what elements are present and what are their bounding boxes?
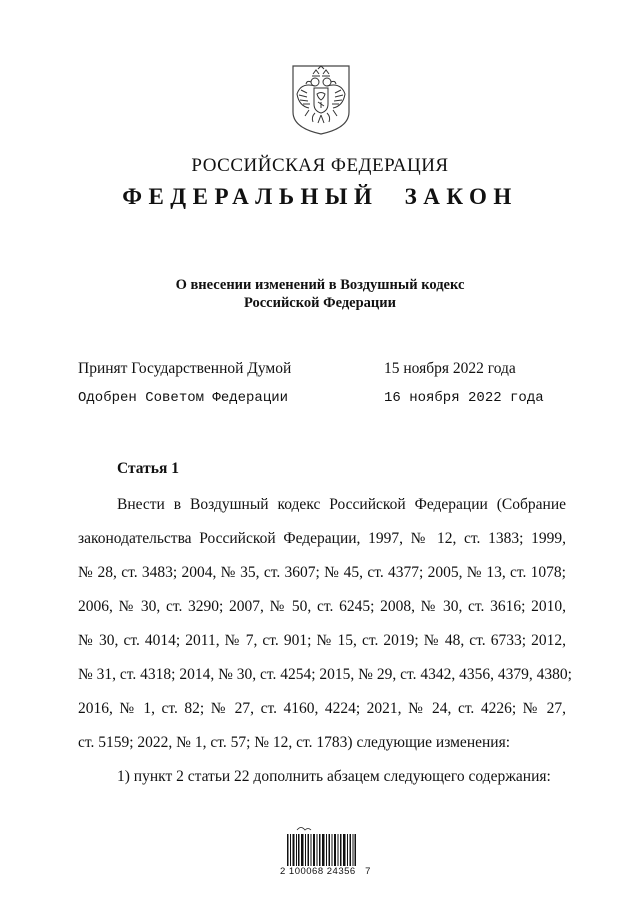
article-text-line: 2006, № 30, ст. 3290; 2007, № 50, ст. 6245; 2008, № 30, ст. 3616; 2010,	[78, 598, 566, 615]
article-heading: Статья 1	[117, 460, 179, 477]
article-text-line: № 31, ст. 4318; 2014, № 30, ст. 4254; 2015, № 29, ст. 4342, 4356, 4379, 4380;	[78, 666, 572, 683]
adoption-duma-date: 15 ноября 2022 года	[384, 360, 516, 377]
article-text-line: № 28, ст. 3483; 2004, № 35, ст. 3607; № 45, ст. 4377; 2005, № 13, ст. 1078;	[78, 564, 566, 581]
article-text-line: законодательства Российской Федерации, 1997, № 12, ст. 1383; 1999,	[78, 530, 566, 547]
approval-council-label: Одобрен Советом Федерации	[78, 390, 289, 406]
approval-council-date: 16 ноября 2022 года	[384, 390, 544, 406]
coat-of-arms-icon	[289, 64, 353, 136]
law-title	[0, 276, 640, 312]
country-name: РОССИЙСКАЯ ФЕДЕРАЦИЯ	[191, 155, 449, 176]
article-text-line: ст. 5159; 2022, № 1, ст. 57; № 12, ст. 1783) следующие изменения:	[78, 734, 511, 751]
adoption-duma-label: Принят Государственной Думой	[78, 360, 292, 377]
article-text-line: Внести в Воздушный кодекс Российской Федерации (Собрание	[117, 496, 566, 513]
article-text-line: 2016, № 1, ст. 82; № 27, ст. 4160, 4224; 2021, № 24, ст. 4226; № 27,	[78, 700, 566, 717]
law-title-line-2: Российской Федерации	[243, 295, 396, 311]
barcode-number: 2 100068 24356 7	[280, 866, 371, 877]
article-text-line: № 30, ст. 4014; 2011, № 7, ст. 901; № 15, ст. 2019; № 48, ст. 6733; 2012,	[78, 632, 566, 649]
barcode-icon	[285, 822, 357, 866]
law-title-line-1: О внесении изменений в Воздушный кодекс	[175, 277, 465, 293]
document-type: ФЕДЕРАЛЬНЫЙ ЗАКОН	[122, 184, 518, 209]
article-item-1: 1) пункт 2 статьи 22 дополнить абзацем следующего содержания:	[117, 768, 551, 785]
